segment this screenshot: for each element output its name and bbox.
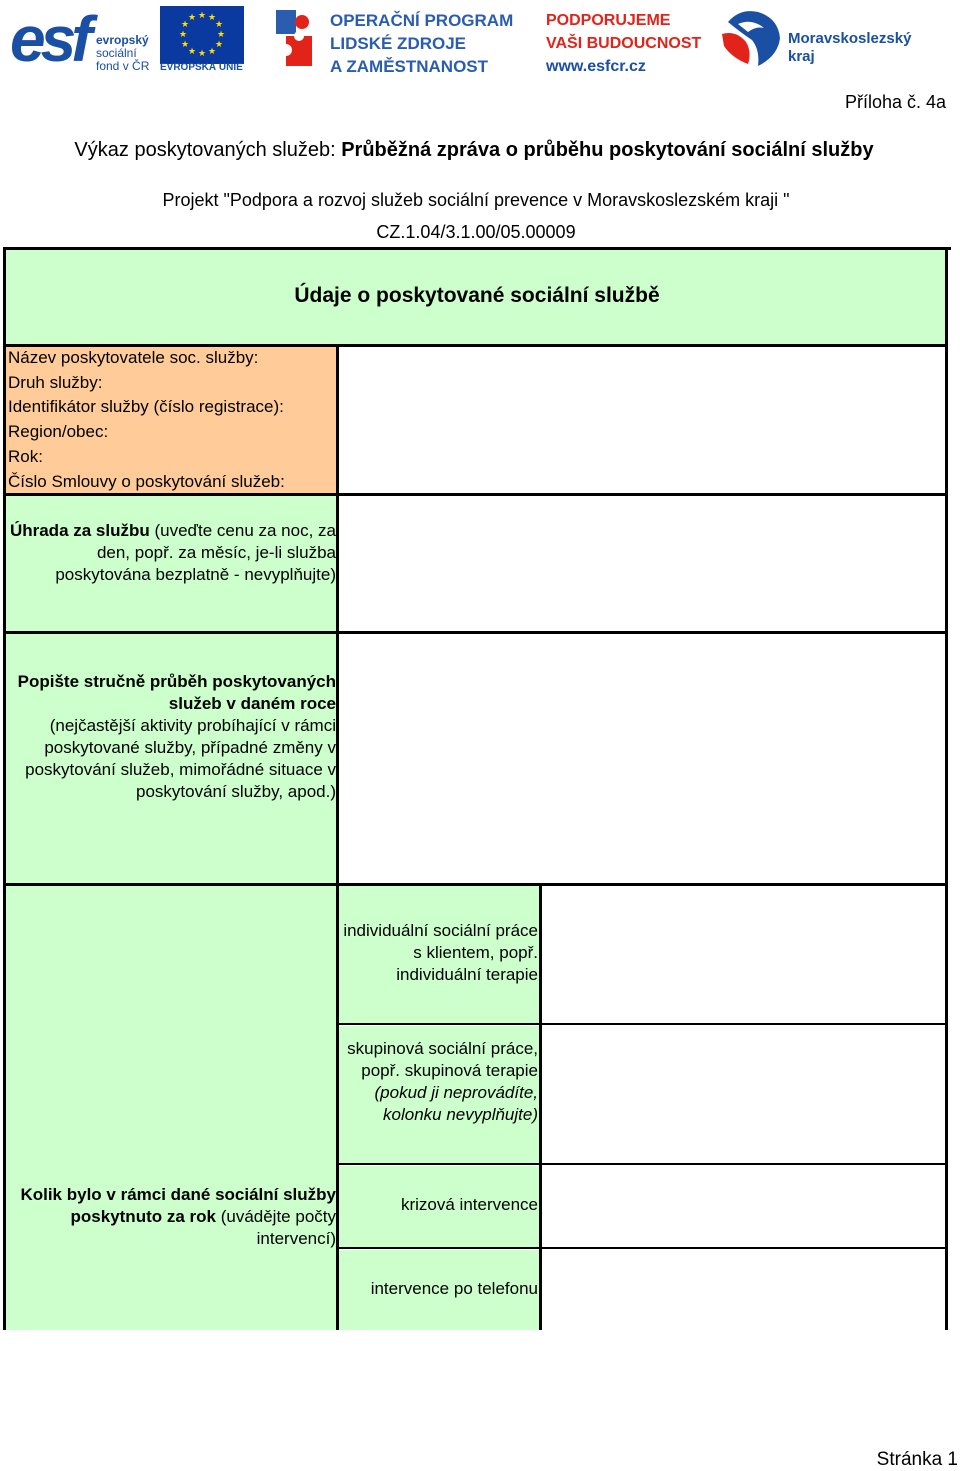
label-year: Rok: — [8, 446, 43, 466]
svg-text:★: ★ — [187, 13, 197, 23]
count-label-bold: Kolik bylo v rámci dané sociální služby poskytnuto za rok — [20, 1185, 336, 1226]
label-contract-number: Číslo Smlouvy o poskytování služeb: — [8, 471, 285, 491]
title-plain: Výkaz poskytovaných služeb: — [74, 139, 342, 161]
intervention-group-note: (pokud ji neprovádíte, kolonku nevyplňujte) — [374, 1083, 538, 1124]
border-row-3 — [3, 631, 948, 634]
op-line-2: LIDSKÉ ZDROJE — [330, 34, 467, 53]
appendix-label: Příloha č. 4a — [844, 92, 946, 112]
svg-text:★: ★ — [197, 11, 207, 21]
svg-text:★: ★ — [180, 40, 190, 50]
intervention-phone-value[interactable] — [540, 1250, 948, 1330]
intervention-crisis-value[interactable] — [540, 1166, 948, 1248]
puzzle-icon — [272, 6, 322, 72]
fee-label-cell — [6, 496, 338, 632]
count-label-cell — [6, 886, 338, 1330]
border-row-1 — [3, 344, 948, 347]
border-row-2 — [3, 493, 948, 496]
description-label-cell — [6, 634, 338, 884]
border-left — [3, 247, 6, 1330]
intervention-crisis-text: krizová intervence — [400, 1195, 538, 1214]
eu-label: EVROPSKÁ UNIE — [160, 62, 243, 73]
label-provider-name: Název poskytovatele soc. služby: — [8, 348, 259, 367]
svg-text:★: ★ — [207, 13, 217, 23]
region-heart-icon — [718, 4, 786, 70]
title-bold: Průběžná zpráva o průběhu poskytování sociální služby — [341, 139, 874, 161]
border-top — [3, 247, 951, 250]
support-url: www.esfcr.cz — [546, 58, 646, 75]
support-logo-text — [546, 9, 701, 78]
support-line-2: VAŠI BUDOUCNOST — [546, 35, 702, 52]
fee-value[interactable] — [338, 496, 948, 632]
intervention-individual-text: individuální sociální práce s klientem, popř. individuální terapie — [343, 921, 538, 984]
svg-text:★: ★ — [187, 47, 197, 57]
op-logo-text — [330, 9, 513, 78]
intervention-group-text: skupinová sociální práce, popř. skupinová terapie — [347, 1039, 538, 1080]
page-number: Stránka 1 — [876, 1449, 958, 1470]
intervention-individual-label — [338, 886, 540, 1024]
label-region: Region/obec: — [8, 422, 109, 442]
svg-text:★: ★ — [216, 30, 226, 40]
svg-text:★: ★ — [178, 30, 188, 40]
border-sub-1 — [337, 1023, 948, 1025]
provider-info-labels — [6, 346, 338, 494]
border-right — [945, 247, 948, 1330]
label-service-id: Identifikátor služby (číslo registrace): — [8, 397, 284, 417]
count-label — [6, 1184, 336, 1250]
provider-info-value[interactable] — [338, 346, 948, 494]
op-line-3: A ZAMĚSTNANOST — [330, 57, 489, 76]
border-sub-2 — [337, 1163, 948, 1165]
border-row-4 — [3, 883, 948, 886]
section-heading — [6, 250, 948, 346]
intervention-group-value[interactable] — [540, 1026, 948, 1164]
region-logo-text — [788, 30, 911, 66]
label-service-type: Druh služby: — [8, 372, 103, 392]
intervention-phone-text: intervence po telefonu — [370, 1279, 538, 1298]
esf-logo-caption — [96, 34, 149, 73]
intervention-phone-label — [338, 1250, 540, 1330]
svg-text:★: ★ — [214, 40, 224, 50]
description-value[interactable] — [338, 634, 948, 884]
svg-text:★: ★ — [197, 49, 207, 59]
region-line-2: kraj — [788, 48, 815, 65]
op-line-1: OPERAČNÍ PROGRAM — [330, 11, 514, 30]
border-col-1 — [336, 345, 339, 1330]
page-title — [0, 139, 948, 162]
svg-text:★: ★ — [207, 47, 217, 57]
project-title: Projekt "Podpora a rozvoj služeb sociální prevence v Moravskoslezském kraji " — [162, 190, 790, 210]
intervention-group-label — [338, 1026, 540, 1164]
intervention-individual-value[interactable] — [540, 886, 948, 1024]
count-label-rest: (uvádějte počty intervencí) — [215, 1207, 336, 1248]
fee-label-bold: Úhrada za službu — [9, 521, 150, 540]
svg-text:★: ★ — [214, 20, 224, 30]
eu-flag-icon — [160, 6, 244, 64]
description-label-bold: Popište stručně průběh poskytovaných služeb v daném roce — [17, 672, 336, 713]
esf-caption-line-2: sociální — [96, 46, 137, 60]
region-line-1: Moravskoslezský — [788, 30, 912, 47]
project-code: CZ.1.04/3.1.00/05.00009 — [376, 222, 576, 242]
fee-label-rest: (uveďte cenu za noc, za den, popř. za měsíc, je-li služba poskytována bezplatně - nevyplňujte) — [55, 521, 336, 584]
border-col-2 — [539, 884, 542, 1330]
intervention-crisis-label — [338, 1166, 540, 1248]
esf-caption-line-3: fond v ČR — [96, 59, 150, 73]
support-line-1: PODPORUJEME — [546, 12, 671, 29]
border-sub-3 — [337, 1247, 948, 1249]
section-heading-text: Údaje o poskytované sociální službě — [294, 284, 660, 307]
description-label-rest: (nejčastější aktivity probíhající v rámci poskytované služby, případné změny v poskytování služeb, mimořádné situace v poskytování služby, apod.) — [25, 716, 336, 801]
svg-text:★: ★ — [180, 20, 190, 30]
esf-caption-line-1: evropský — [96, 33, 149, 47]
esf-logo: esf — [10, 3, 88, 75]
